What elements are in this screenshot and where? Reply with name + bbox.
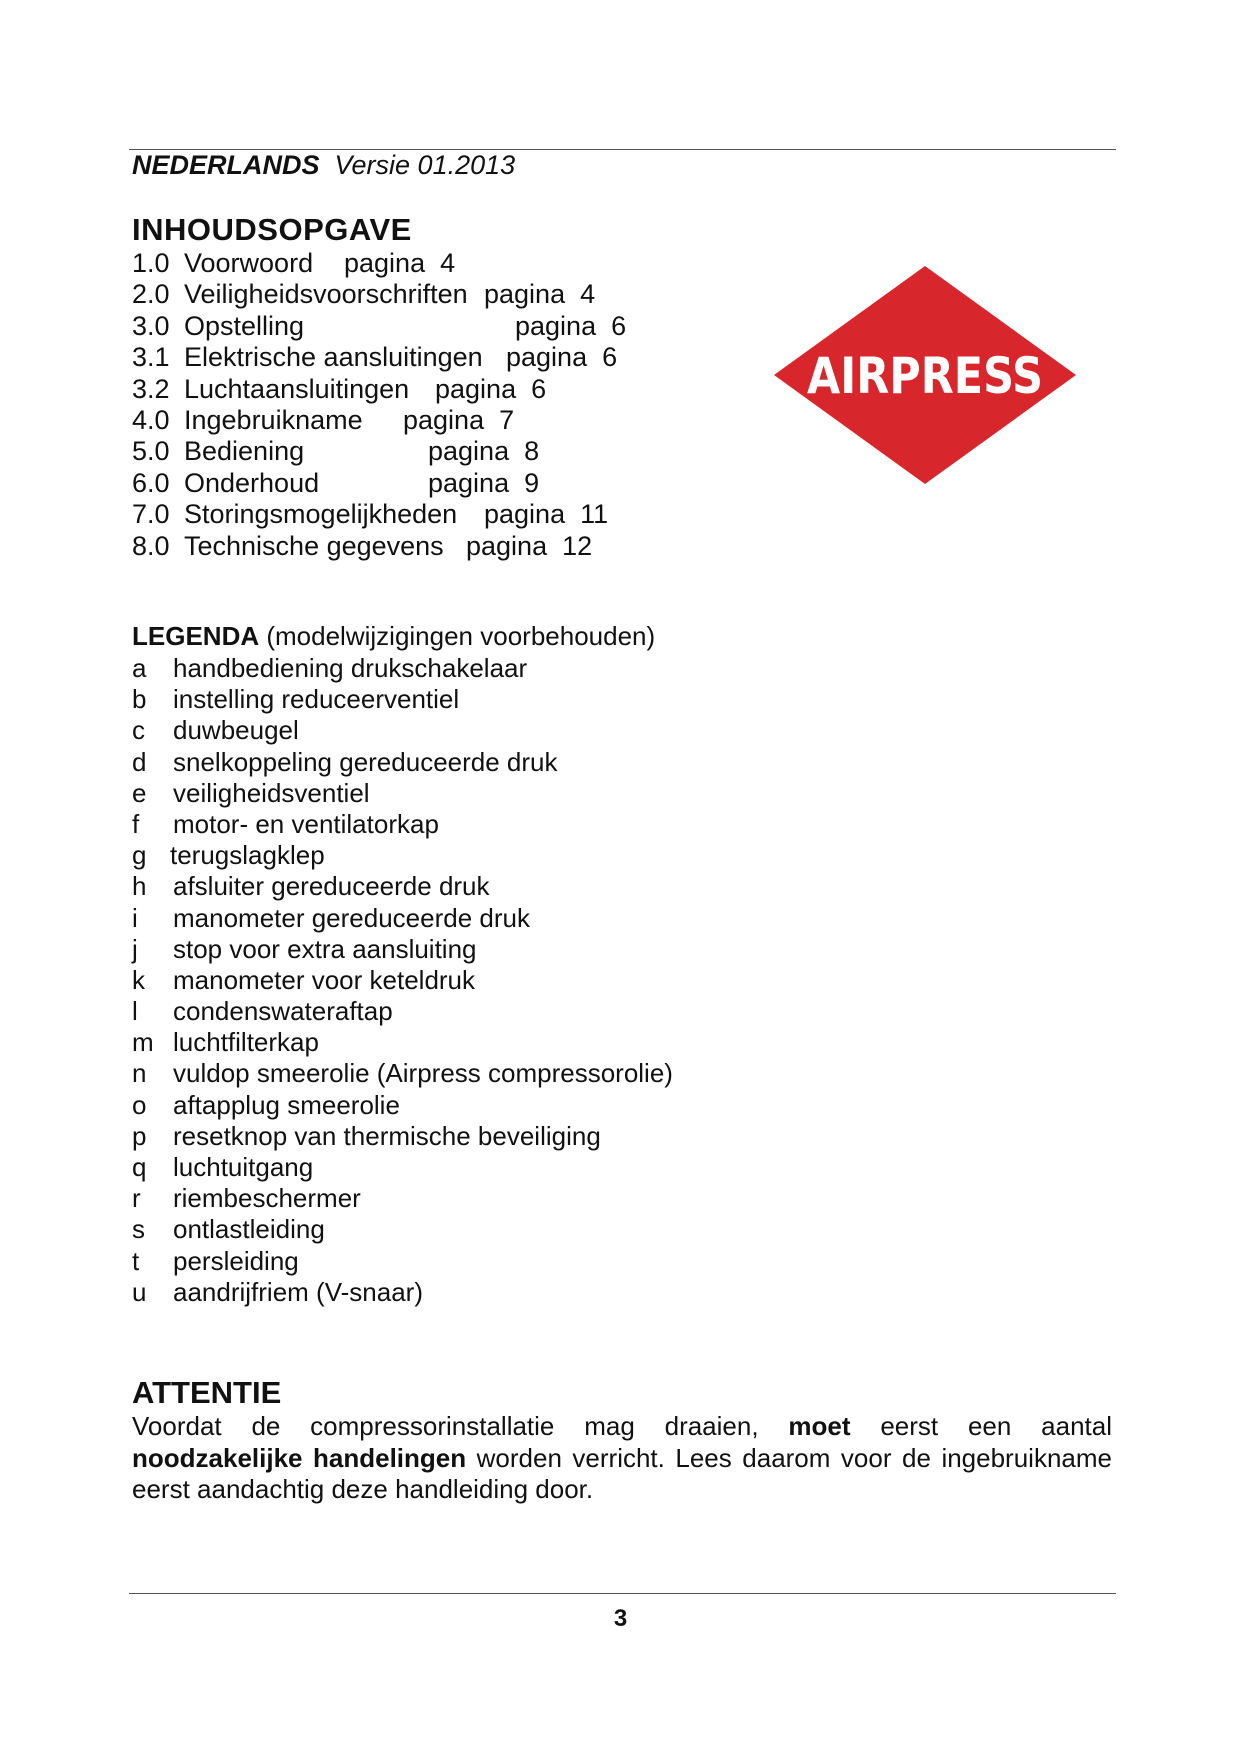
attention-line-3: eerst aandachtig deze handleiding door. bbox=[132, 1474, 594, 1504]
toc-num: 7.0 bbox=[132, 499, 170, 530]
toc-num: 5.0 bbox=[132, 436, 170, 467]
toc-title: INHOUDSOPGAVE bbox=[132, 212, 412, 247]
toc-label: Onderhoud bbox=[184, 467, 320, 498]
toc-num: 2.0 bbox=[132, 279, 170, 310]
toc-label: Opstelling bbox=[184, 310, 305, 341]
legend-heading: LEGENDA bbox=[132, 621, 260, 651]
attention-title: ATTENTIE bbox=[132, 1375, 282, 1410]
toc-page: pagina 12 bbox=[466, 530, 593, 561]
toc-page: pagina 9 bbox=[428, 467, 540, 498]
airpress-logo bbox=[770, 262, 1080, 488]
attention-line-1: Voordat de compressorinstallatie mag draaien, moet eerst een aantal bbox=[132, 1411, 1112, 1441]
toc-page: pagina 11 bbox=[484, 499, 609, 530]
toc-page: pagina 6 bbox=[435, 373, 547, 404]
toc-label: Storingsmogelijkheden bbox=[184, 499, 458, 530]
toc-page: pagina 8 bbox=[428, 436, 540, 467]
toc-label: Voorwoord bbox=[184, 248, 314, 278]
toc-page: pagina 6 bbox=[515, 310, 627, 341]
toc-label: Elektrische aansluitingen bbox=[184, 342, 483, 373]
legend-title bbox=[132, 621, 655, 652]
toc-num: 6.0 bbox=[132, 467, 170, 498]
legend-subtitle: (modelwijzigingen voorbehouden) bbox=[266, 621, 656, 651]
attention-text bbox=[132, 1411, 1112, 1506]
toc-page: pagina 4 bbox=[484, 279, 596, 310]
toc-label: Luchtaansluitingen bbox=[184, 373, 410, 404]
toc-page: pagina 7 bbox=[403, 404, 515, 435]
toc-page: pagina 4 bbox=[344, 248, 456, 278]
logo-text: AIRPRESS bbox=[807, 347, 1043, 405]
footer-rule bbox=[129, 1593, 1116, 1594]
toc-label: Veiligheidsvoorschriften bbox=[184, 279, 468, 310]
toc-num: 8.0 bbox=[132, 530, 170, 561]
toc-num: 3.1 bbox=[132, 342, 170, 373]
header-version: Versie 01.2013 bbox=[334, 150, 516, 180]
toc-label: Ingebruikname bbox=[184, 404, 363, 435]
toc-num: 3.0 bbox=[132, 310, 170, 341]
toc-page: pagina 6 bbox=[506, 342, 618, 373]
attention-line-2: noodzakelijke handelingen worden verricht. Lees daarom voor de ingebruikname bbox=[132, 1442, 1112, 1473]
toc-label: Technische gegevens bbox=[184, 530, 444, 561]
toc-num: 1.0 bbox=[132, 248, 170, 278]
document-header bbox=[132, 150, 515, 181]
toc-num: 4.0 bbox=[132, 404, 170, 435]
toc-label: Bediening bbox=[184, 436, 305, 467]
header-language: NEDERLANDS bbox=[132, 150, 320, 180]
page-number: 3 bbox=[613, 1605, 628, 1632]
toc-num: 3.2 bbox=[132, 373, 170, 404]
